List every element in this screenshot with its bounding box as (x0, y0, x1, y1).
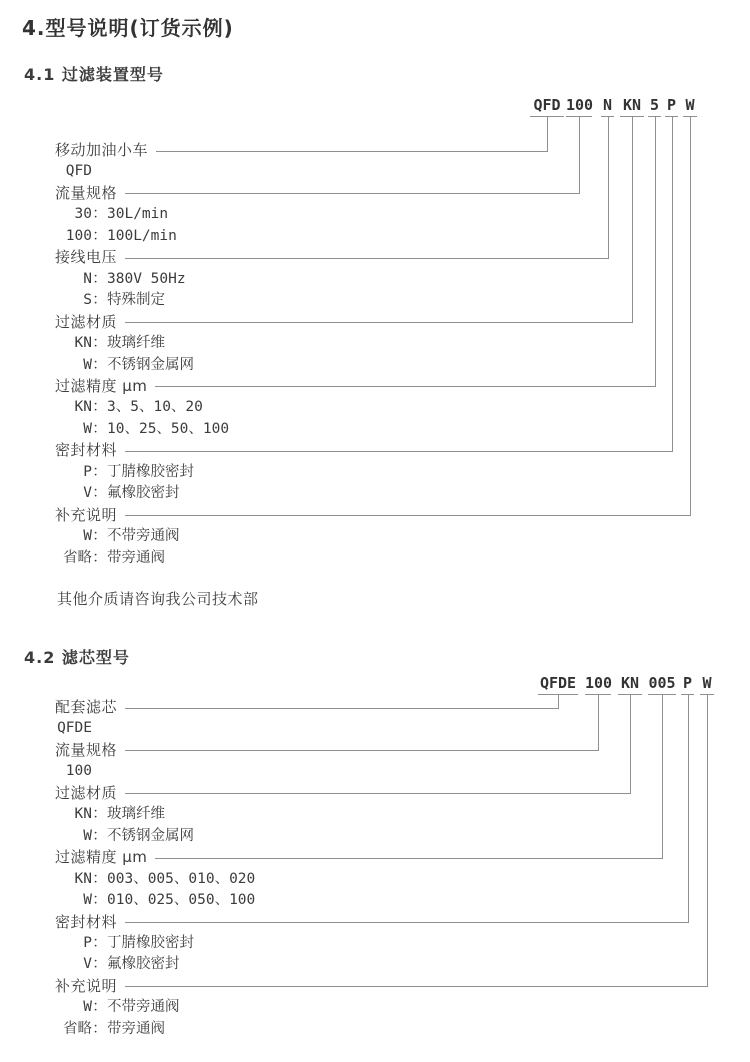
option-code: V (83, 485, 92, 502)
option-item-row (55, 419, 229, 440)
connector-line-vertical (558, 694, 559, 709)
option-description: 玻璃纤维 (107, 335, 165, 352)
option-item-row (55, 869, 255, 890)
media-consult-note: 其他介质请咨询我公司技术部 (57, 590, 259, 608)
option-colon: ： (92, 463, 107, 480)
option-colon: ： (92, 806, 107, 823)
option-description: 不锈钢金属网 (107, 356, 194, 373)
option-colon: ： (92, 1020, 107, 1037)
model-code-segment-005: 005 (648, 674, 676, 695)
category-label: 补充说明 (55, 505, 118, 524)
option-colon: ： (92, 999, 107, 1016)
connector-line-vertical (598, 694, 599, 751)
section-heading-filter-element: 4.2 滤芯型号 (24, 648, 130, 667)
option-description: 不锈钢金属网 (107, 827, 194, 844)
option-description: 玻璃纤维 (107, 806, 165, 823)
option-colon: ： (92, 270, 107, 287)
option-description: 丁腈橡胶密封 (107, 463, 194, 480)
option-code: W (83, 420, 92, 437)
option-item-row (55, 954, 180, 975)
option-item-row (55, 290, 165, 311)
option-item-row (55, 397, 203, 418)
option-code: W (83, 892, 92, 909)
option-code: 省略 (63, 549, 92, 566)
option-code: 省略 (63, 1020, 92, 1037)
model-code-segment-100: 100 (585, 674, 611, 695)
category-label: 过滤精度 μm (55, 376, 148, 395)
model-code-segment-100: 100 (566, 96, 592, 117)
option-item-row (55, 761, 92, 782)
connector-line-horizontal (125, 515, 691, 516)
category-label: 接线电压 (55, 248, 118, 267)
option-code: W (83, 356, 92, 373)
option-item-row (55, 997, 180, 1018)
option-description: 氟橡胶密封 (107, 485, 180, 502)
model-code-segment-qfd: QFD (530, 96, 564, 117)
model-code-segment-kn: KN (618, 674, 642, 695)
connector-line-vertical (672, 116, 673, 452)
option-description: 003、005、010、020 (107, 870, 256, 887)
option-item-row (55, 804, 165, 825)
option-colon: ： (92, 206, 107, 223)
option-colon: ： (92, 892, 107, 909)
model-code-segment-p: P (665, 96, 678, 117)
connector-line-horizontal (155, 386, 656, 387)
option-code: 100 (65, 763, 92, 780)
option-colon: ： (92, 528, 107, 545)
option-description: 010、025、050、100 (107, 892, 256, 909)
model-code-segment-n: N (601, 96, 614, 117)
connector-line-vertical (579, 116, 580, 194)
option-code: KN (74, 870, 92, 887)
category-label: 过滤材质 (55, 312, 118, 331)
option-item-row (55, 526, 180, 547)
model-code-segment-qfde: QFDE (538, 674, 578, 695)
option-code: QFD (65, 163, 92, 180)
option-colon: ： (92, 420, 107, 437)
option-item-row (55, 718, 92, 739)
connector-line-horizontal (125, 322, 633, 323)
option-item-row (55, 1019, 165, 1040)
page-title: 4.型号说明(订货示例) (22, 16, 234, 40)
option-description: 带旁通阀 (107, 1020, 165, 1037)
option-code: 30 (74, 206, 92, 223)
option-code: KN (74, 399, 92, 416)
connector-line-horizontal (125, 258, 609, 259)
connector-line-vertical (688, 694, 689, 923)
option-code: N (83, 270, 92, 287)
option-item-row (55, 890, 255, 911)
connector-line-vertical (655, 116, 656, 387)
option-colon: ： (92, 227, 107, 244)
connector-line-vertical (707, 694, 708, 987)
option-code: S (83, 292, 92, 309)
option-description: 丁腈橡胶密封 (107, 934, 194, 951)
option-item-row (55, 161, 92, 182)
option-item-row (55, 483, 180, 504)
connector-line-vertical (608, 116, 609, 259)
option-colon: ： (92, 827, 107, 844)
category-label: 流量规格 (55, 183, 118, 202)
option-colon: ： (92, 485, 107, 502)
option-code: W (83, 528, 92, 545)
option-code: QFDE (57, 720, 92, 737)
connector-line-horizontal (125, 750, 599, 751)
connector-line-horizontal (125, 451, 673, 452)
option-item-row (55, 548, 165, 569)
option-colon: ： (92, 870, 107, 887)
option-description: 380V 50Hz (107, 270, 186, 287)
model-code-segment-5: 5 (648, 96, 661, 117)
category-label: 流量规格 (55, 740, 118, 759)
category-label: 移动加油小车 (55, 141, 149, 159)
option-code: P (83, 463, 92, 480)
option-colon: ： (92, 549, 107, 566)
model-code-segment-w: W (683, 96, 697, 117)
connector-line-horizontal (125, 793, 631, 794)
option-description: 不带旁通阀 (107, 528, 180, 545)
option-description: 3、5、10、20 (107, 399, 203, 416)
section-heading-filter-device: 4.1 过滤装置型号 (24, 65, 164, 84)
option-description: 特殊制定 (107, 292, 165, 309)
option-item-row (55, 826, 194, 847)
option-code: P (83, 934, 92, 951)
option-item-row (55, 933, 194, 954)
option-item-row (55, 333, 165, 354)
model-code-segment-w: W (700, 674, 714, 695)
option-colon: ： (92, 399, 107, 416)
category-label: 配套滤芯 (55, 698, 118, 716)
connector-line-horizontal (125, 922, 689, 923)
option-colon: ： (92, 956, 107, 973)
option-description: 10、25、50、100 (107, 420, 230, 437)
option-code: KN (74, 806, 92, 823)
option-description: 100L/min (107, 227, 177, 244)
category-label: 过滤材质 (55, 783, 118, 802)
connector-line-vertical (547, 116, 548, 152)
option-colon: ： (92, 335, 107, 352)
connector-line-horizontal (155, 858, 663, 859)
option-colon: ： (92, 356, 107, 373)
category-label: 补充说明 (55, 976, 118, 995)
option-code: 100 (65, 227, 92, 244)
connector-line-horizontal (125, 986, 708, 987)
connector-line-vertical (632, 116, 633, 323)
option-item-row (55, 204, 168, 225)
connector-line-horizontal (125, 193, 580, 194)
connector-line-horizontal (125, 708, 559, 709)
category-label: 过滤精度 μm (55, 848, 148, 867)
option-colon: ： (92, 292, 107, 309)
option-colon: ： (92, 934, 107, 951)
option-description: 不带旁通阀 (107, 999, 180, 1016)
option-description: 带旁通阀 (107, 549, 165, 566)
option-description: 30L/min (107, 206, 169, 223)
option-item-row (55, 462, 194, 483)
connector-line-horizontal (156, 151, 548, 152)
category-label: 密封材料 (55, 912, 118, 931)
connector-line-vertical (662, 694, 663, 859)
model-code-segment-kn: KN (620, 96, 644, 117)
option-code: W (83, 999, 92, 1016)
option-code: W (83, 827, 92, 844)
connector-line-vertical (690, 116, 691, 516)
option-code: KN (74, 335, 92, 352)
category-label: 密封材料 (55, 441, 118, 460)
option-item-row (55, 226, 177, 247)
option-item-row (55, 269, 186, 290)
option-code: V (83, 956, 92, 973)
connector-line-vertical (630, 694, 631, 794)
model-code-segment-p: P (681, 674, 694, 695)
option-description: 氟橡胶密封 (107, 956, 180, 973)
option-item-row (55, 355, 194, 376)
